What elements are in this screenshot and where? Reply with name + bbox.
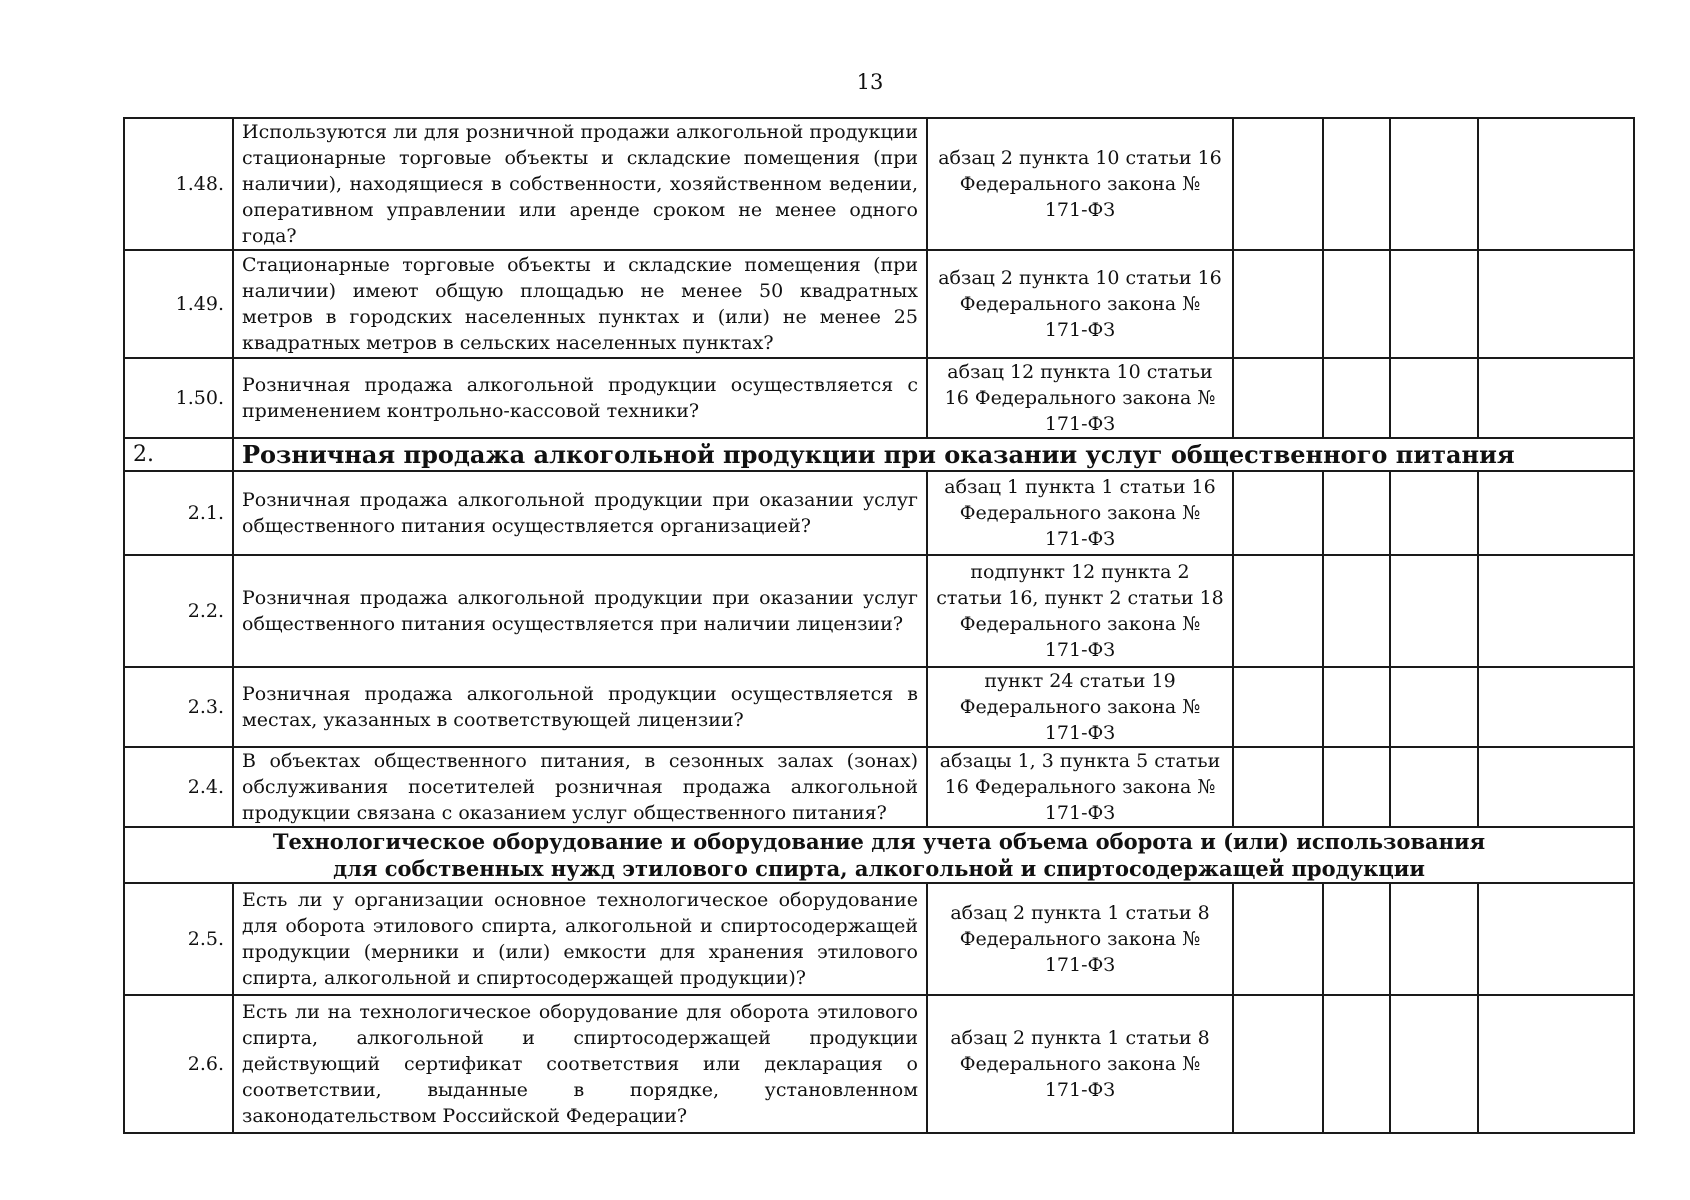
item-number: 1.50.: [124, 358, 233, 438]
item-question: Стационарные торговые объекты и складские помещения (при наличии) имеют общую площадью не менее 50 квадратных метров в городских населенных пунктах и (или) не менее 25 квадратных метров в сельских населенных пунктах?: [233, 250, 927, 358]
answer-cell[interactable]: [1233, 471, 1323, 555]
item-number: 2.3.: [124, 667, 233, 747]
item-question: Розничная продажа алкогольной продукции при оказании услуг общественного питания осуществляется при наличии лицензии?: [233, 555, 927, 667]
section-title: Розничная продажа алкогольной продукции при оказании услуг общественного питания: [233, 438, 1634, 471]
answer-cell[interactable]: [1233, 250, 1323, 358]
answer-cell[interactable]: [1478, 250, 1634, 358]
table-row-2-1: [124, 471, 1634, 555]
table-row-2-2: [124, 555, 1634, 667]
item-number: 2.1.: [124, 471, 233, 555]
item-number: 2.2.: [124, 555, 233, 667]
item-reference: абзац 1 пункта 1 статьи 16 Федерального закона № 171-ФЗ: [927, 471, 1233, 555]
item-reference: абзац 2 пункта 1 статьи 8 Федерального закона № 171-ФЗ: [927, 995, 1233, 1133]
answer-cell[interactable]: [1323, 747, 1390, 827]
answer-cell[interactable]: [1390, 995, 1478, 1133]
answer-cell[interactable]: [1233, 995, 1323, 1133]
subsection-title-line-1: Технологическое оборудование и оборудование для учета объема оборота и (или) использования: [272, 829, 1486, 854]
answer-cell[interactable]: [1323, 667, 1390, 747]
table-row-1-50: [124, 358, 1634, 438]
answer-cell[interactable]: [1233, 747, 1323, 827]
answer-cell[interactable]: [1478, 995, 1634, 1133]
subsection-title: [124, 827, 1634, 883]
answer-cell[interactable]: [1390, 747, 1478, 827]
answer-cell[interactable]: [1478, 118, 1634, 250]
item-reference: абзац 2 пункта 10 статьи 16 Федерального закона № 171-ФЗ: [927, 118, 1233, 250]
item-question: Есть ли на технологическое оборудование для оборота этилового спирта, алкогольной и спиртосодержащей продукции действующий сертификат соответствия или декларация о соответствии, выданные в порядке, установленном законодательством Российской Федерации?: [233, 995, 927, 1133]
answer-cell[interactable]: [1478, 471, 1634, 555]
answer-cell[interactable]: [1478, 883, 1634, 995]
item-number: 1.49.: [124, 250, 233, 358]
answer-cell[interactable]: [1478, 667, 1634, 747]
answer-cell[interactable]: [1390, 471, 1478, 555]
item-question: Есть ли у организации основное технологическое оборудование для оборота этилового спирта, алкогольной и спиртосодержащей продукции (мерники и (или) емкости для хранения этилового спирта, алкогольной и спиртосодержащей продукции)?: [233, 883, 927, 995]
checklist-table: [123, 117, 1635, 1134]
answer-cell[interactable]: [1233, 118, 1323, 250]
answer-cell[interactable]: [1478, 747, 1634, 827]
table-row-2-3: [124, 667, 1634, 747]
answer-cell[interactable]: [1323, 250, 1390, 358]
item-reference: абзац 12 пункта 10 статьи 16 Федерального закона № 171-ФЗ: [927, 358, 1233, 438]
item-reference: абзац 2 пункта 1 статьи 8 Федерального закона № 171-ФЗ: [927, 883, 1233, 995]
section-number: 2.: [124, 438, 233, 471]
item-number: 2.6.: [124, 995, 233, 1133]
item-reference: пункт 24 статьи 19 Федерального закона № 171-ФЗ: [927, 667, 1233, 747]
answer-cell[interactable]: [1390, 118, 1478, 250]
subsection-row: [124, 827, 1634, 883]
answer-cell[interactable]: [1390, 555, 1478, 667]
table-row-2-5: [124, 883, 1634, 995]
answer-cell[interactable]: [1323, 118, 1390, 250]
answer-cell[interactable]: [1233, 883, 1323, 995]
answer-cell[interactable]: [1323, 358, 1390, 438]
item-question: В объектах общественного питания, в сезонных залах (зонах) обслуживания посетителей розничная продажа алкогольной продукции связана с оказанием услуг общественного питания?: [233, 747, 927, 827]
page-number: 13: [856, 70, 884, 94]
answer-cell[interactable]: [1390, 667, 1478, 747]
answer-cell[interactable]: [1390, 358, 1478, 438]
section-row-2: [124, 438, 1634, 471]
item-question: Розничная продажа алкогольной продукции при оказании услуг общественного питания осуществляется организацией?: [233, 471, 927, 555]
answer-cell[interactable]: [1323, 995, 1390, 1133]
item-question: Розничная продажа алкогольной продукции осуществляется с применением контрольно-кассовой техники?: [233, 358, 927, 438]
answer-cell[interactable]: [1233, 555, 1323, 667]
table-row-2-6: [124, 995, 1634, 1133]
answer-cell[interactable]: [1233, 667, 1323, 747]
table-row-2-4: [124, 747, 1634, 827]
answer-cell[interactable]: [1233, 358, 1323, 438]
item-question: Розничная продажа алкогольной продукции осуществляется в местах, указанных в соответствующей лицензии?: [233, 667, 927, 747]
item-reference: подпункт 12 пункта 2 статьи 16, пункт 2 статьи 18 Федерального закона № 171-ФЗ: [927, 555, 1233, 667]
item-number: 2.5.: [124, 883, 233, 995]
item-reference: абзац 2 пункта 10 статьи 16 Федерального закона № 171-ФЗ: [927, 250, 1233, 358]
answer-cell[interactable]: [1478, 358, 1634, 438]
answer-cell[interactable]: [1323, 555, 1390, 667]
answer-cell[interactable]: [1323, 883, 1390, 995]
table-row-1-48: [124, 118, 1634, 250]
table-row-1-49: [124, 250, 1634, 358]
answer-cell[interactable]: [1390, 250, 1478, 358]
answer-cell[interactable]: [1323, 471, 1390, 555]
answer-cell[interactable]: [1478, 555, 1634, 667]
item-number: 2.4.: [124, 747, 233, 827]
answer-cell[interactable]: [1390, 883, 1478, 995]
item-reference: абзацы 1, 3 пункта 5 статьи 16 Федерального закона № 171-ФЗ: [927, 747, 1233, 827]
item-question: Используются ли для розничной продажи алкогольной продукции стационарные торговые объекты и складские помещения (при наличии), находящиеся в собственности, хозяйственном ведении, оперативном управлении или аренде сроком не менее одного года?: [233, 118, 927, 250]
subsection-title-line-2: для собственных нужд этилового спирта, алкогольной и спиртосодержащей продукции: [333, 856, 1425, 881]
item-number: 1.48.: [124, 118, 233, 250]
